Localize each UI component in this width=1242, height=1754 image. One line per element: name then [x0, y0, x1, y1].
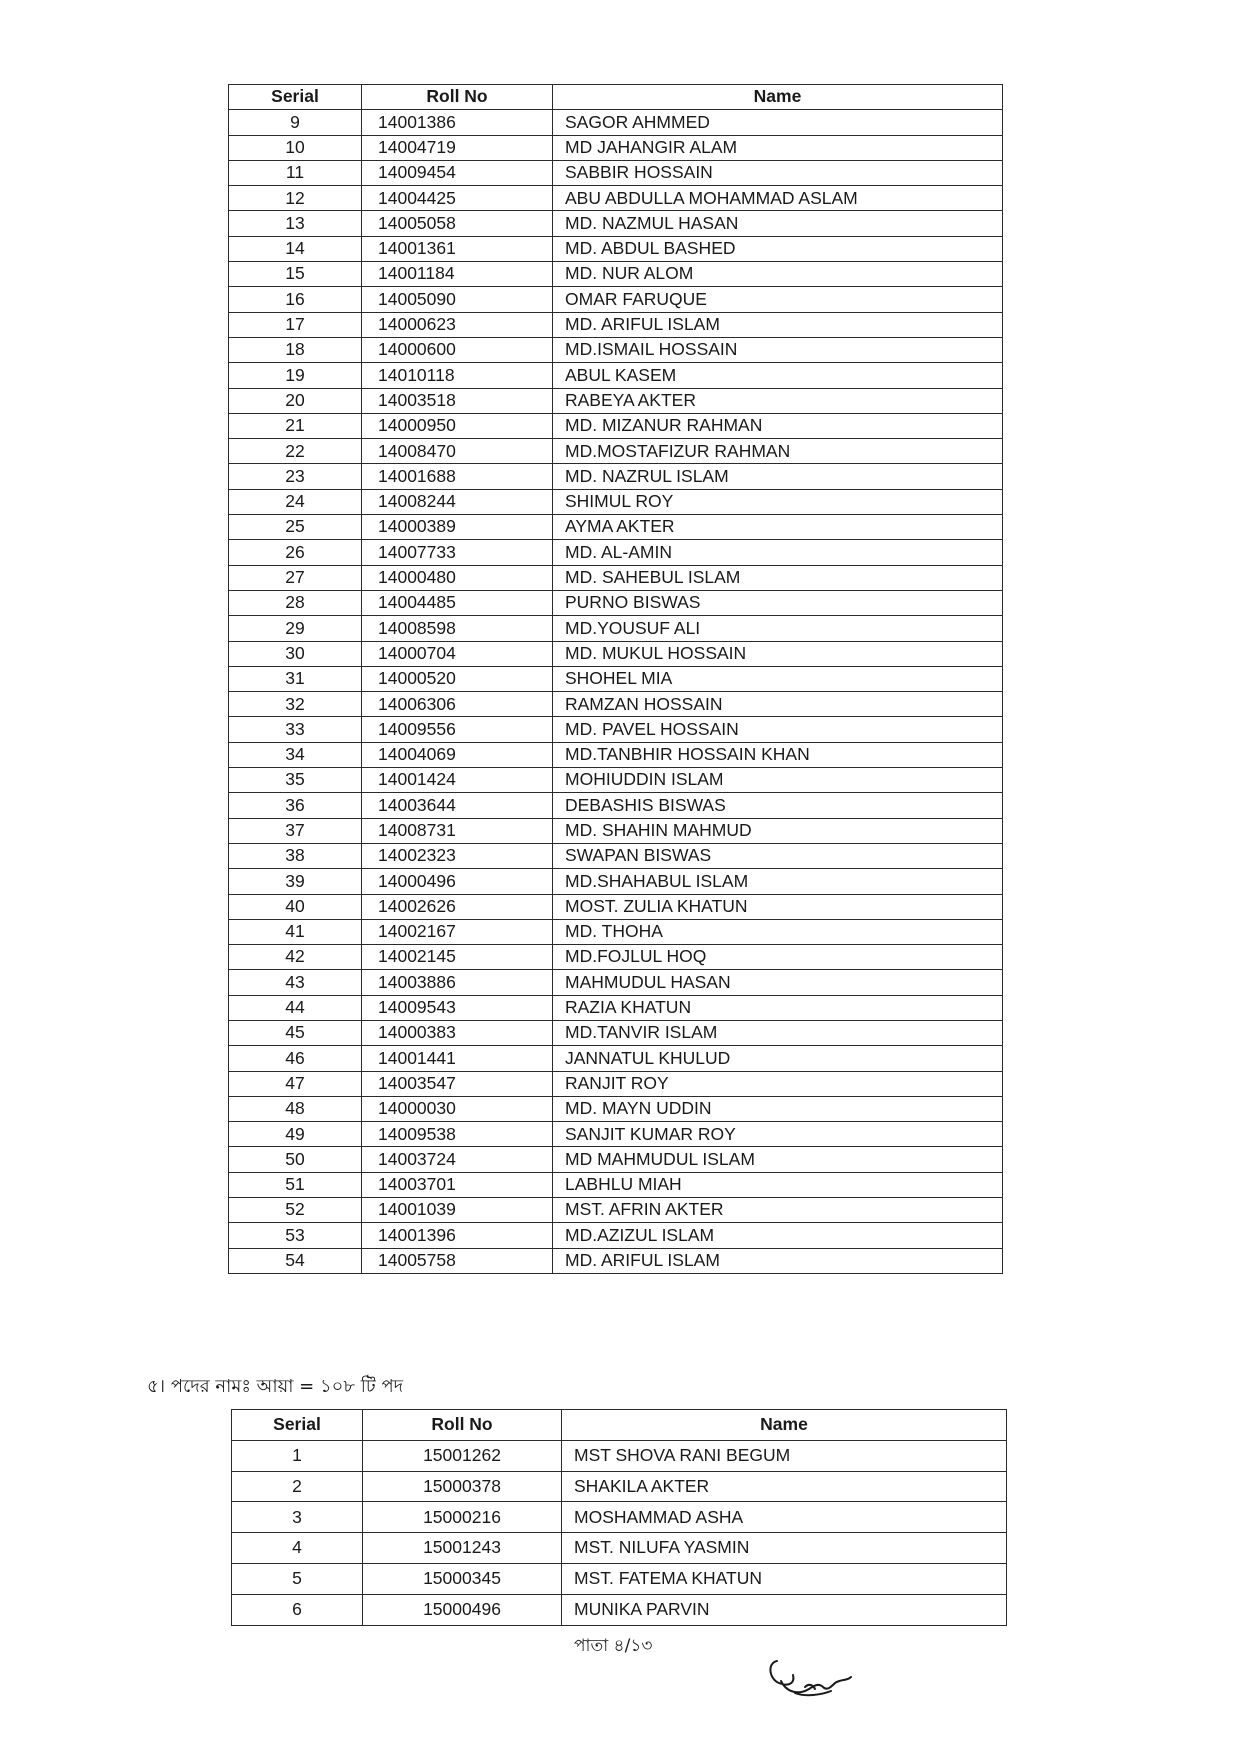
cell-serial: 19: [229, 363, 362, 388]
table-row: [229, 1198, 1003, 1223]
candidate-table-2: [231, 1409, 1007, 1626]
header-roll-no: Roll No: [363, 1410, 562, 1441]
header-name: Name: [553, 85, 1003, 110]
table-row: [229, 919, 1003, 944]
table-row: [232, 1533, 1007, 1564]
cell-name: MD. ARIFUL ISLAM: [553, 312, 1003, 337]
cell-name: DEBASHIS BISWAS: [553, 793, 1003, 818]
cell-name: MD.ISMAIL HOSSAIN: [553, 337, 1003, 362]
table-row: [229, 211, 1003, 236]
cell-roll-no: 15000496: [363, 1594, 562, 1625]
cell-serial: 30: [229, 641, 362, 666]
cell-serial: 14: [229, 236, 362, 261]
cell-roll-no: 14000496: [362, 869, 553, 894]
cell-roll-no: 14006306: [362, 692, 553, 717]
cell-name: MD.TANBHIR HOSSAIN KHAN: [553, 742, 1003, 767]
cell-serial: 2: [232, 1471, 363, 1502]
table-row: [229, 818, 1003, 843]
cell-name: MD. PAVEL HOSSAIN: [553, 717, 1003, 742]
cell-roll-no: 14004069: [362, 742, 553, 767]
table-row: [229, 186, 1003, 211]
cell-roll-no: 14004719: [362, 135, 553, 160]
cell-serial: 13: [229, 211, 362, 236]
cell-name: MD. MUKUL HOSSAIN: [553, 641, 1003, 666]
cell-roll-no: 14005058: [362, 211, 553, 236]
page-number: পাতা ৪/১৩: [574, 1636, 653, 1656]
cell-roll-no: 14003547: [362, 1071, 553, 1096]
cell-roll-no: 14001424: [362, 768, 553, 793]
cell-serial: 54: [229, 1248, 362, 1273]
table-row: [229, 262, 1003, 287]
cell-roll-no: 14008470: [362, 439, 553, 464]
cell-name: SHAKILA AKTER: [562, 1471, 1007, 1502]
cell-name: MD.MOSTAFIZUR RAHMAN: [553, 439, 1003, 464]
table-row: [229, 768, 1003, 793]
cell-serial: 20: [229, 388, 362, 413]
cell-serial: 17: [229, 312, 362, 337]
cell-roll-no: 14001441: [362, 1046, 553, 1071]
table-row: [229, 160, 1003, 185]
table-row: [229, 363, 1003, 388]
table-row: [232, 1471, 1007, 1502]
table-row: [229, 439, 1003, 464]
cell-serial: 41: [229, 919, 362, 944]
cell-name: SHIMUL ROY: [553, 489, 1003, 514]
cell-roll-no: 14007733: [362, 540, 553, 565]
cell-roll-no: 14008244: [362, 489, 553, 514]
cell-name: MAHMUDUL HASAN: [553, 970, 1003, 995]
cell-name: MD. ABDUL BASHED: [553, 236, 1003, 261]
cell-serial: 3: [232, 1502, 363, 1533]
cell-roll-no: 14000030: [362, 1096, 553, 1121]
table-row: [229, 717, 1003, 742]
cell-roll-no: 14003518: [362, 388, 553, 413]
table-header-row: [229, 85, 1003, 110]
cell-name: MD MAHMUDUL ISLAM: [553, 1147, 1003, 1172]
cell-serial: 31: [229, 666, 362, 691]
cell-serial: 1: [232, 1440, 363, 1471]
header-serial: Serial: [232, 1410, 363, 1441]
cell-serial: 25: [229, 515, 362, 540]
table-row: [229, 590, 1003, 615]
table-row: [229, 616, 1003, 641]
cell-name: MUNIKA PARVIN: [562, 1594, 1007, 1625]
cell-name: ABUL KASEM: [553, 363, 1003, 388]
table-row: [229, 515, 1003, 540]
table-row: [232, 1440, 1007, 1471]
cell-name: RAZIA KHATUN: [553, 995, 1003, 1020]
table-row: [229, 135, 1003, 160]
table-row: [229, 793, 1003, 818]
cell-serial: 26: [229, 540, 362, 565]
cell-serial: 37: [229, 818, 362, 843]
cell-roll-no: 14000600: [362, 337, 553, 362]
cell-serial: 48: [229, 1096, 362, 1121]
table-row: [229, 995, 1003, 1020]
cell-name: ABU ABDULLA MOHAMMAD ASLAM: [553, 186, 1003, 211]
cell-roll-no: 14003724: [362, 1147, 553, 1172]
cell-serial: 18: [229, 337, 362, 362]
table-row: [232, 1563, 1007, 1594]
cell-roll-no: 15000345: [363, 1563, 562, 1594]
cell-name: RANJIT ROY: [553, 1071, 1003, 1096]
cell-serial: 47: [229, 1071, 362, 1096]
cell-roll-no: 15001262: [363, 1440, 562, 1471]
cell-name: SANJIT KUMAR ROY: [553, 1122, 1003, 1147]
cell-name: PURNO BISWAS: [553, 590, 1003, 615]
table-row: [229, 970, 1003, 995]
cell-name: MD.TANVIR ISLAM: [553, 1020, 1003, 1045]
table-row: [229, 413, 1003, 438]
table-row: [229, 1172, 1003, 1197]
cell-roll-no: 14000704: [362, 641, 553, 666]
cell-serial: 35: [229, 768, 362, 793]
cell-name: MST. FATEMA KHATUN: [562, 1563, 1007, 1594]
cell-roll-no: 15000216: [363, 1502, 562, 1533]
cell-serial: 43: [229, 970, 362, 995]
table-row: [229, 312, 1003, 337]
table-row: [229, 1122, 1003, 1147]
cell-serial: 32: [229, 692, 362, 717]
cell-roll-no: 14000950: [362, 413, 553, 438]
cell-serial: 38: [229, 843, 362, 868]
cell-name: MD JAHANGIR ALAM: [553, 135, 1003, 160]
table-row: [229, 565, 1003, 590]
cell-name: RAMZAN HOSSAIN: [553, 692, 1003, 717]
cell-roll-no: 14000389: [362, 515, 553, 540]
cell-name: SAGOR AHMMED: [553, 110, 1003, 135]
cell-name: MD. NAZRUL ISLAM: [553, 464, 1003, 489]
cell-name: SHOHEL MIA: [553, 666, 1003, 691]
cell-serial: 28: [229, 590, 362, 615]
table-row: [229, 388, 1003, 413]
table-row: [229, 641, 1003, 666]
cell-serial: 52: [229, 1198, 362, 1223]
cell-roll-no: 14010118: [362, 363, 553, 388]
cell-name: MOSHAMMAD ASHA: [562, 1502, 1007, 1533]
cell-serial: 33: [229, 717, 362, 742]
cell-serial: 44: [229, 995, 362, 1020]
cell-name: MD. MIZANUR RAHMAN: [553, 413, 1003, 438]
cell-name: MST. AFRIN AKTER: [553, 1198, 1003, 1223]
cell-serial: 21: [229, 413, 362, 438]
cell-roll-no: 14001688: [362, 464, 553, 489]
cell-roll-no: 14002323: [362, 843, 553, 868]
cell-name: MD. THOHA: [553, 919, 1003, 944]
cell-roll-no: 14005090: [362, 287, 553, 312]
cell-roll-no: 14000520: [362, 666, 553, 691]
cell-name: MD. SAHEBUL ISLAM: [553, 565, 1003, 590]
cell-serial: 39: [229, 869, 362, 894]
header-name: Name: [562, 1410, 1007, 1441]
cell-roll-no: 14009543: [362, 995, 553, 1020]
cell-name: MOST. ZULIA KHATUN: [553, 894, 1003, 919]
cell-name: MST SHOVA RANI BEGUM: [562, 1440, 1007, 1471]
table-body: [232, 1440, 1007, 1625]
cell-serial: 9: [229, 110, 362, 135]
table-row: [229, 894, 1003, 919]
cell-name: SWAPAN BISWAS: [553, 843, 1003, 868]
table-row: [232, 1502, 1007, 1533]
cell-roll-no: 14009454: [362, 160, 553, 185]
cell-serial: 45: [229, 1020, 362, 1045]
cell-roll-no: 14005758: [362, 1248, 553, 1273]
cell-serial: 22: [229, 439, 362, 464]
cell-name: OMAR FARUQUE: [553, 287, 1003, 312]
cell-name: MD. SHAHIN MAHMUD: [553, 818, 1003, 843]
cell-name: MOHIUDDIN ISLAM: [553, 768, 1003, 793]
cell-name: MD. NUR ALOM: [553, 262, 1003, 287]
header-serial: Serial: [229, 85, 362, 110]
cell-roll-no: 14008731: [362, 818, 553, 843]
signature-icon: [765, 1653, 855, 1703]
cell-serial: 34: [229, 742, 362, 767]
table-row: [229, 337, 1003, 362]
table-row: [229, 464, 1003, 489]
cell-roll-no: 15001243: [363, 1533, 562, 1564]
cell-roll-no: 14009556: [362, 717, 553, 742]
cell-serial: 29: [229, 616, 362, 641]
cell-name: MD. MAYN UDDIN: [553, 1096, 1003, 1121]
cell-roll-no: 14001386: [362, 110, 553, 135]
table-row: [229, 540, 1003, 565]
cell-serial: 4: [232, 1533, 363, 1564]
cell-roll-no: 14003886: [362, 970, 553, 995]
cell-roll-no: 14001361: [362, 236, 553, 261]
table-body: [229, 110, 1003, 1274]
cell-serial: 10: [229, 135, 362, 160]
cell-name: MD. NAZMUL HASAN: [553, 211, 1003, 236]
cell-serial: 27: [229, 565, 362, 590]
table-row: [229, 692, 1003, 717]
table-row: [229, 1020, 1003, 1045]
table-row: [229, 1046, 1003, 1071]
cell-serial: 49: [229, 1122, 362, 1147]
cell-serial: 11: [229, 160, 362, 185]
cell-serial: 46: [229, 1046, 362, 1071]
cell-name: MD. ARIFUL ISLAM: [553, 1248, 1003, 1273]
cell-serial: 6: [232, 1594, 363, 1625]
table-row: [229, 843, 1003, 868]
table-row: [229, 1096, 1003, 1121]
cell-serial: 24: [229, 489, 362, 514]
cell-serial: 5: [232, 1563, 363, 1594]
section-heading: ৫। পদের নামঃ আয়া = ১০৮ টি পদ: [147, 1376, 404, 1397]
cell-name: RABEYA AKTER: [553, 388, 1003, 413]
cell-name: LABHLU MIAH: [553, 1172, 1003, 1197]
cell-name: JANNATUL KHULUD: [553, 1046, 1003, 1071]
cell-roll-no: 14002167: [362, 919, 553, 944]
table-row: [229, 869, 1003, 894]
header-roll-no: Roll No: [362, 85, 553, 110]
cell-name: SABBIR HOSSAIN: [553, 160, 1003, 185]
cell-name: MD.YOUSUF ALI: [553, 616, 1003, 641]
table-row: [229, 1071, 1003, 1096]
table-row: [229, 1248, 1003, 1273]
cell-roll-no: 14000383: [362, 1020, 553, 1045]
cell-name: MD.SHAHABUL ISLAM: [553, 869, 1003, 894]
cell-roll-no: 15000378: [363, 1471, 562, 1502]
cell-roll-no: 14000480: [362, 565, 553, 590]
cell-serial: 12: [229, 186, 362, 211]
cell-name: MD. AL-AMIN: [553, 540, 1003, 565]
cell-name: MST. NILUFA YASMIN: [562, 1533, 1007, 1564]
cell-roll-no: 14002626: [362, 894, 553, 919]
cell-name: AYMA AKTER: [553, 515, 1003, 540]
cell-roll-no: 14003644: [362, 793, 553, 818]
candidate-table-1: [228, 84, 1003, 1274]
cell-roll-no: 14001396: [362, 1223, 553, 1248]
table-row: [229, 110, 1003, 135]
cell-serial: 42: [229, 945, 362, 970]
table-row: [229, 742, 1003, 767]
cell-serial: 50: [229, 1147, 362, 1172]
table-row: [229, 489, 1003, 514]
table-row: [229, 666, 1003, 691]
cell-roll-no: 14000623: [362, 312, 553, 337]
table-header-row: [232, 1410, 1007, 1441]
cell-name: MD.FOJLUL HOQ: [553, 945, 1003, 970]
cell-roll-no: 14004425: [362, 186, 553, 211]
cell-roll-no: 14002145: [362, 945, 553, 970]
table-row: [229, 236, 1003, 261]
cell-serial: 15: [229, 262, 362, 287]
cell-name: MD.AZIZUL ISLAM: [553, 1223, 1003, 1248]
table-row: [229, 287, 1003, 312]
cell-serial: 53: [229, 1223, 362, 1248]
cell-serial: 51: [229, 1172, 362, 1197]
cell-serial: 40: [229, 894, 362, 919]
cell-roll-no: 14004485: [362, 590, 553, 615]
table-row: [232, 1594, 1007, 1625]
table-row: [229, 945, 1003, 970]
cell-roll-no: 14001039: [362, 1198, 553, 1223]
cell-roll-no: 14009538: [362, 1122, 553, 1147]
cell-roll-no: 14003701: [362, 1172, 553, 1197]
cell-roll-no: 14008598: [362, 616, 553, 641]
cell-serial: 23: [229, 464, 362, 489]
cell-roll-no: 14001184: [362, 262, 553, 287]
cell-serial: 36: [229, 793, 362, 818]
table-row: [229, 1147, 1003, 1172]
cell-serial: 16: [229, 287, 362, 312]
table-row: [229, 1223, 1003, 1248]
